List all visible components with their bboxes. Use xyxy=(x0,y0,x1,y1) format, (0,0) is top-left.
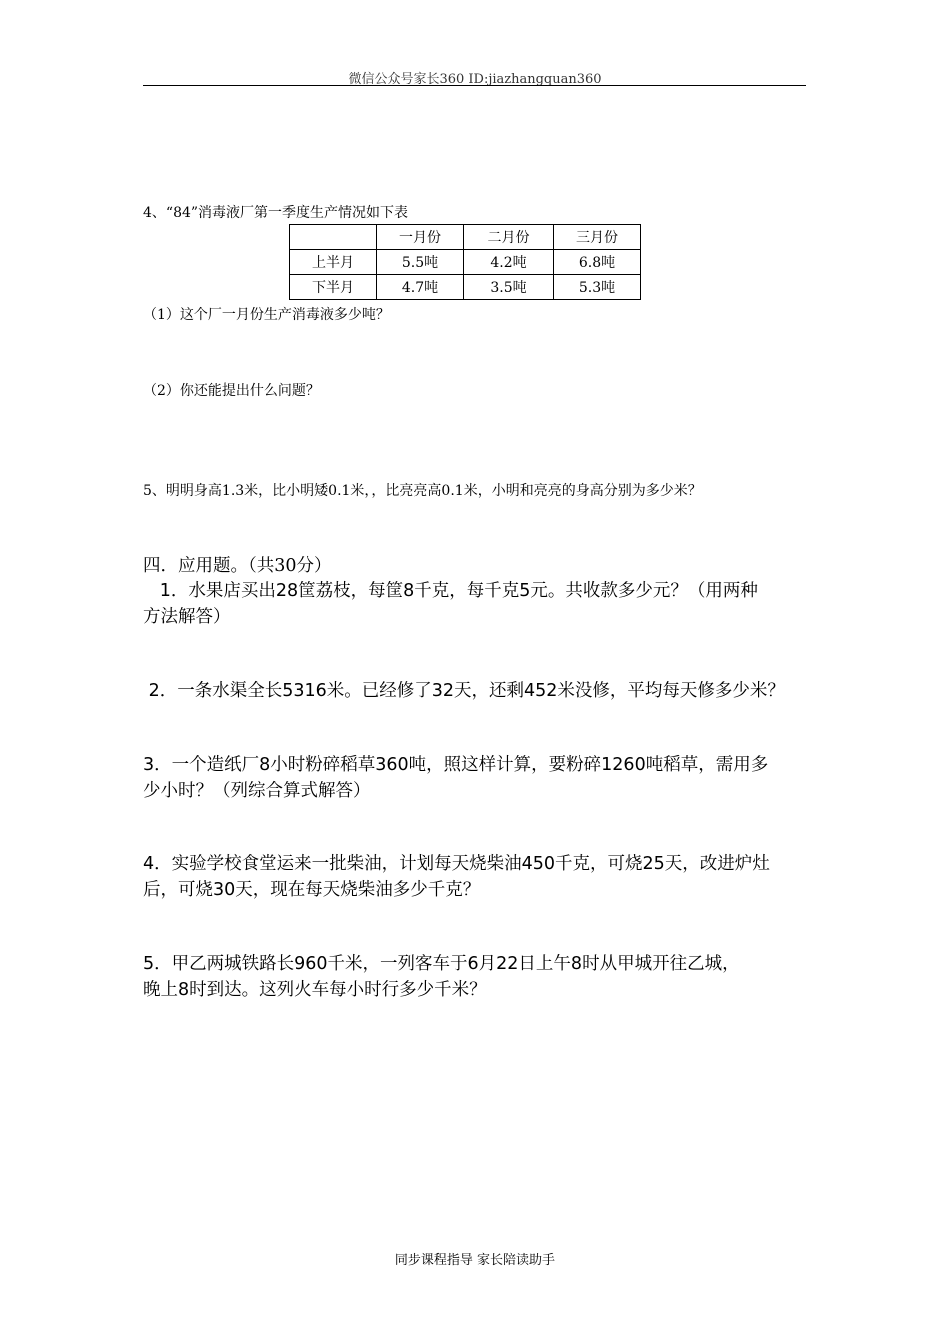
problem-4-line1: 4．实验学校食堂运来一批柴油，计划每天烧柴油450千克，可烧25天，改进炉灶 xyxy=(143,854,770,874)
table-row xyxy=(290,275,641,300)
production-table xyxy=(289,224,641,300)
table-header-cell: 三月份 xyxy=(554,225,641,250)
problem-5-line2: 晚上8时到达。这列火车每小时行多少千米？ xyxy=(143,980,487,1000)
problem-1-line1: 1．水果店买出28筐荔枝，每筐8千克，每千克5元。共收款多少元？（用两种 xyxy=(143,581,758,601)
table-row xyxy=(290,250,641,275)
q4-title: 4、“84”消毒液厂第一季度生产情况如下表 xyxy=(143,205,409,221)
table-cell: 下半月 xyxy=(290,275,377,300)
table-cell: 6.8吨 xyxy=(554,250,641,275)
table-cell: 5.3吨 xyxy=(554,275,641,300)
table-header-row xyxy=(290,225,641,250)
problem-3-line1: 3．一个造纸厂8小时粉碎稻草360吨，照这样计算，要粉碎1260吨稻草，需用多 xyxy=(143,755,769,775)
table-header-cell xyxy=(290,225,377,250)
header-divider xyxy=(143,85,806,86)
table-cell: 上半月 xyxy=(290,250,377,275)
problem-1-line2: 方法解答） xyxy=(143,607,231,627)
table-cell: 3.5吨 xyxy=(464,275,554,300)
table-header-cell: 一月份 xyxy=(377,225,464,250)
q5-text: 5、明明身高1.3米，比小明矮0.1米，，比亮亮高0.1米，小明和亮亮的身高分别为多少米？ xyxy=(143,483,702,499)
q4-sub1: （1）这个厂一月份生产消毒液多少吨？ xyxy=(143,307,390,323)
section-heading: 四．应用题。（共30分） xyxy=(143,556,332,576)
table-header-cell: 二月份 xyxy=(464,225,554,250)
page-footer: 同步课程指导 家长陪读助手 xyxy=(394,1253,556,1268)
page-header: 微信公众号家长360 ID:jiazhangquan360 xyxy=(348,72,602,87)
table-cell: 5.5吨 xyxy=(377,250,464,275)
problem-4-line2: 后，可烧30天，现在每天烧柴油多少千克？ xyxy=(143,880,481,900)
problem-3-line2: 少小时？（列综合算式解答） xyxy=(143,781,371,801)
table-cell: 4.7吨 xyxy=(377,275,464,300)
table-cell: 4.2吨 xyxy=(464,250,554,275)
problem-5-line1: 5．甲乙两城铁路长960千米，一列客车于6月22日上午8时从甲城开往乙城， xyxy=(143,954,740,974)
problem-2-line1: 2．一条水渠全长5316米。已经修了32天，还剩452米没修，平均每天修多少米？ xyxy=(143,681,785,701)
q4-sub2: （2）你还能提出什么问题？ xyxy=(143,383,320,399)
